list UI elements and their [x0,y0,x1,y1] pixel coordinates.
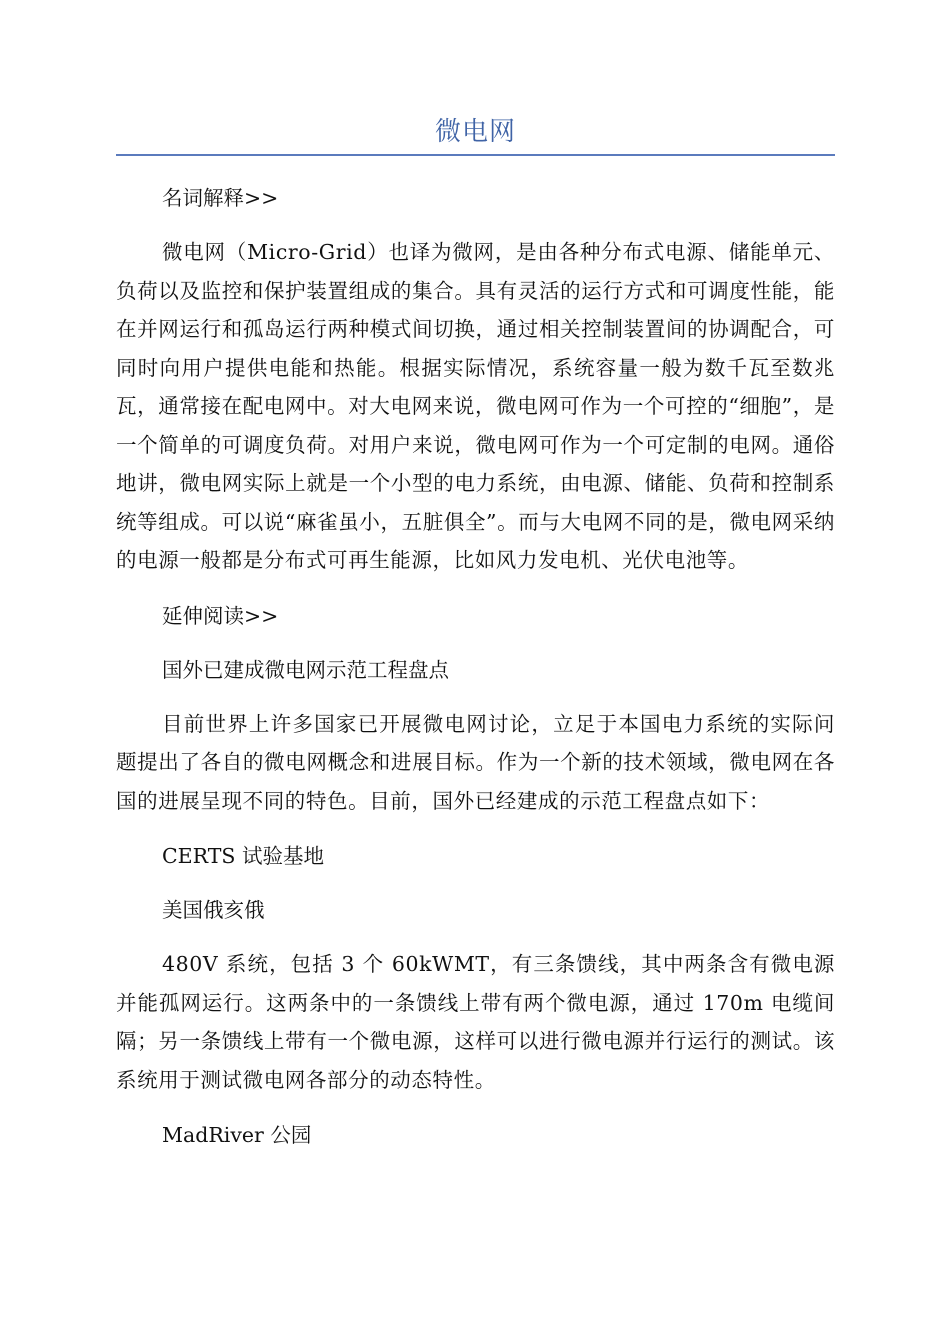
certs-location: 美国俄亥俄 [162,898,265,922]
definition-heading: 名词解释>> [162,186,279,210]
extended-reading-heading: 延伸阅读>> [162,603,279,628]
document-title: 微电网 [434,117,516,147]
definition-paragraph: 微电网（Micro-Grid）也译为微网，是由各种分布式电源、储能单元、负荷以及监控和保护装置组成的集合。具有灵活的运行方式和可调度性能，能在并网运行和孤岛运行两种模式间切换，通过相关控制装置间的协调配合，可同时向用户提供电能和热能。根据实际情况，系统容量一般为数千瓦至数兆瓦，通常接在配电网中。对大电网来说，微电网可作为一个可控的“细胞”，是一个简单的可调度负荷。对用户来说，微电网可作为一个可定制的电网。通俗地讲，微电网实际上就是一个小型的电力系统，由电源、储能、负荷和控制系统等组成。可以说“麻雀虽小，五脏俱全”。而与大电网不同的是，微电网采纳的电源一般都是分布式可再生能源，比如风力发电机、光伏电池等。 [116,240,835,572]
document-page [116,112,835,1170]
certs-title: CERTS 试验基地 [162,844,324,868]
overseas-projects-title: 国外已建成微电网示范工程盘点 [162,657,449,682]
title-divider [116,154,835,156]
certs-paragraph: 480V 系统，包括 3 个 60kWMT，有三条馈线，其中两条含有微电源并能孤网运行。这两条中的一条馈线上带有两个微电源，通过 170m 电缆间隔；另一条馈线上带有一个微电源，这样可以进行微电源并行运行的测试。该系统用于测试微电网各部分的动态特性。 [116,952,835,1092]
overseas-intro-paragraph: 目前世界上许多国家已开展微电网讨论，立足于本国电力系统的实际问题提出了各自的微电网概念和进展目标。作为一个新的技术领域，微电网在各国的进展呈现不同的特色。目前，国外已经建成的示范工程盘点如下： [116,711,835,813]
madriver-title: MadRiver 公园 [162,1123,312,1147]
